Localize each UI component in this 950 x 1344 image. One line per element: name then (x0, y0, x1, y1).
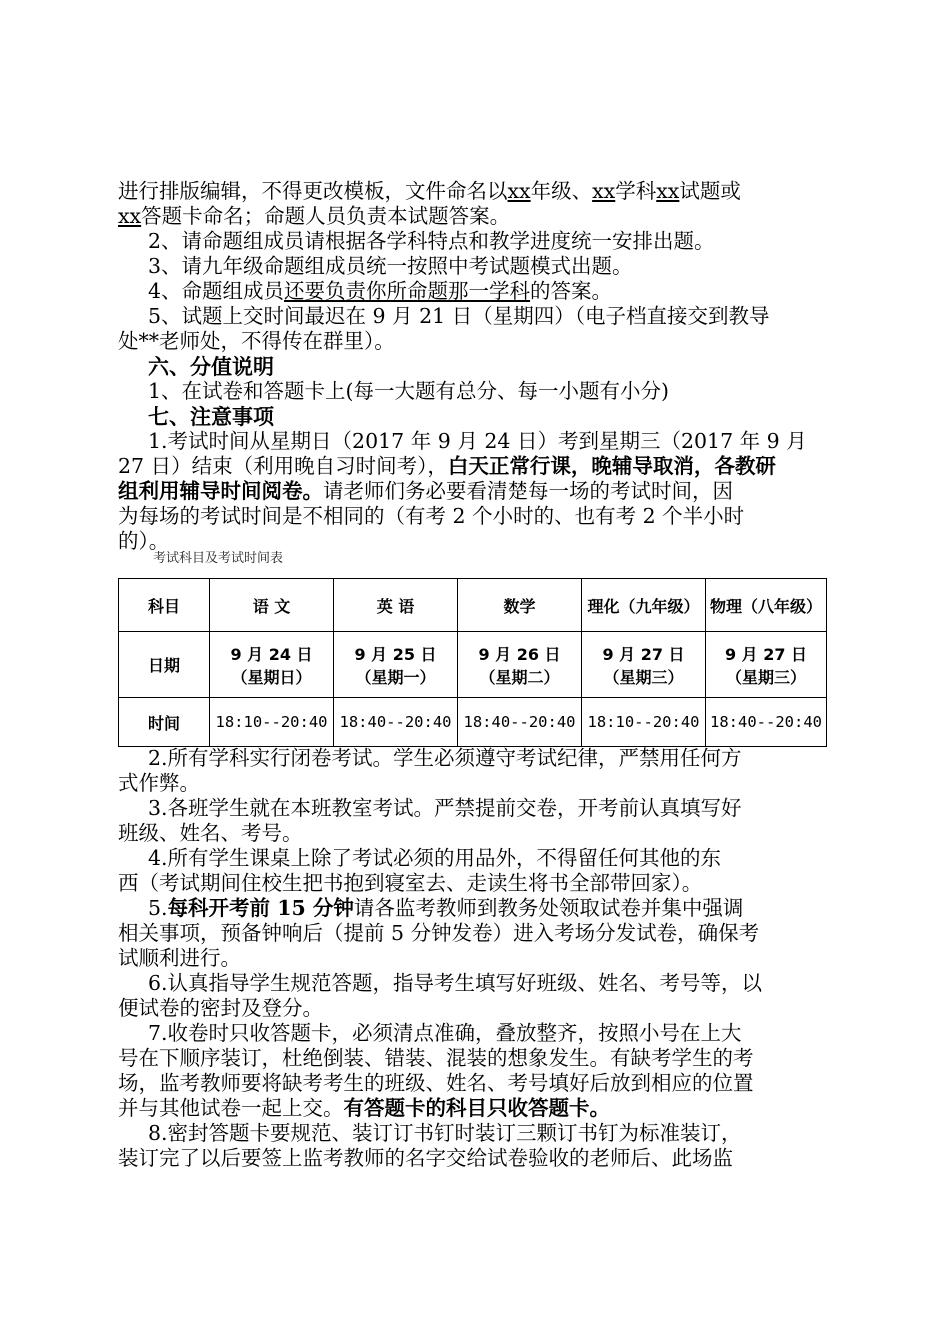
note-7: 7.收卷时只收答题卡，必须清点准确，叠放整齐，按照小号在上大 (148, 1021, 742, 1045)
weekday-text: （星期三） (725, 667, 806, 687)
note-3: 3.各班学生就在本班教室考试。严禁提前交卷，开考前认真填写好 (148, 796, 742, 820)
note-1-cont (118, 454, 838, 479)
note-6: 6.认真指导学生规范答题，指导考生填写好班级、姓名、考号等，以 (148, 971, 763, 995)
date-cell (458, 632, 582, 698)
placeholder-xx: xx (592, 179, 616, 203)
text-run: 27 日）结束（利用晚自习时间考）， (118, 454, 448, 478)
note-1-cont (118, 479, 838, 504)
upper-body (118, 179, 838, 554)
text-run: 的答案。 (530, 279, 613, 303)
subject-cell: 语 文 (210, 579, 334, 632)
note-1-cont: 的）。 (118, 529, 170, 553)
date-text: 9 月 24 日 (230, 644, 313, 664)
subject-cell: 数学 (458, 579, 582, 632)
placeholder-xx: xx (656, 179, 680, 203)
table-row-subject (119, 579, 827, 632)
weekday-text: （星期二） (479, 667, 560, 687)
text-run: 5. (148, 896, 168, 920)
date-text: 9 月 25 日 (354, 644, 437, 664)
bold-text: 白天正常行课，晚辅导取消，各教研 (447, 454, 776, 478)
note-6-cont: 便试卷的密封及登分。 (118, 996, 323, 1020)
item-5-cont: 处**老师处，不得传在群里）。 (118, 329, 395, 353)
section-heading-7: 七、注意事项 (148, 404, 274, 429)
date-text: 9 月 27 日 (602, 644, 685, 664)
row-header: 时间 (119, 698, 210, 747)
weekday-text: （星期日） (231, 667, 312, 687)
note-5-cont: 试顺利进行。 (118, 946, 241, 970)
text-run: 年级、 (530, 179, 593, 203)
note-5 (118, 896, 838, 921)
note-2-cont: 式作弊。 (118, 771, 200, 795)
time-cell: 18:10--20:40 (582, 698, 706, 747)
bold-text: 组利用辅导时间阅卷。 (118, 479, 323, 503)
time-cell: 18:10--20:40 (210, 698, 334, 747)
date-cell (706, 632, 827, 698)
text-run: 请各监考教师到教务处领取试卷并集中强调 (353, 896, 744, 920)
item-3: 3、请九年级命题组成员统一按照中考试题模式出题。 (148, 254, 633, 278)
weekday-text: （星期三） (603, 667, 684, 687)
row-header: 科目 (119, 579, 210, 632)
note-7-cont: 号在下顺序装订，杜绝倒装、错装、混装的想象发生。有缺考学生的考 (118, 1046, 754, 1070)
date-text: 9 月 26 日 (478, 644, 561, 664)
date-cell (582, 632, 706, 698)
item-5: 5、试题上交时间最迟在 9 月 21 日（星期四）（电子档直接交到教导 (148, 304, 770, 328)
underlined-text: 还要负责你所命题那一学科 (284, 279, 531, 303)
subject-cell: 英 语 (334, 579, 458, 632)
weekday-text: （星期一） (355, 667, 436, 687)
note-1-cont: 为每场的考试时间是不相同的（有考 2 个小时的、也有考 2 个半小时 (118, 504, 745, 528)
date-cell (210, 632, 334, 698)
note-4-cont: 西（考试期间住校生把书抱到寝室去、走读生将书全部带回家）。 (118, 871, 703, 895)
note-8: 8.密封答题卡要规范、装订订书钉时装订三颗订书钉为标准装订， (148, 1121, 742, 1145)
row-header: 日期 (119, 632, 210, 698)
note-1: 1.考试时间从星期日（2017 年 9 月 24 日）考到星期三（2017 年 9 月 (148, 429, 807, 453)
note-8-cont: 装订完了以后要签上监考教师的名字交给试卷验收的老师后、此场监 (118, 1146, 733, 1170)
date-cell (334, 632, 458, 698)
note-2: 2.所有学科实行闭卷考试。学生必须遵守考试纪律，严禁用任何方 (148, 746, 742, 770)
item-4 (118, 279, 838, 304)
table-row-date (119, 632, 827, 698)
time-cell: 18:40--20:40 (706, 698, 827, 747)
time-cell: 18:40--20:40 (334, 698, 458, 747)
bold-text: 有答题卡的科目只收答题卡。 (343, 1096, 610, 1120)
text-run: 学科 (615, 179, 657, 203)
text-run: 答题卡命名；命题人员负责本试题答案。 (141, 204, 511, 228)
subject-cell: 物理（八年级） (706, 579, 827, 632)
note-3-cont: 班级、姓名、考号。 (118, 821, 303, 845)
lower-body (118, 746, 838, 1171)
note-5-cont: 相关事项，预备钟响后（提前 5 分钟发卷）进入考场分发试卷，确保考 (118, 921, 760, 945)
section6-item-1: 1、在试卷和答题卡上(每一大题有总分、每一小题有小分) (148, 379, 670, 403)
paragraph-line (118, 204, 838, 229)
section-heading-6: 六、分值说明 (148, 354, 274, 379)
paragraph-line (118, 179, 838, 204)
date-text: 9 月 27 日 (724, 644, 808, 664)
item-2: 2、请命题组成员请根据各学科特点和教学进度统一安排出题。 (148, 229, 715, 253)
text-run: 请老师们务必要看清楚每一场的考试时间，因 (323, 479, 733, 503)
text-run: 并与其他试卷一起上交。 (118, 1096, 344, 1120)
table-caption: 考试科目及考试时间表 (153, 551, 284, 566)
placeholder-xx: xx (507, 179, 531, 203)
table-row-time (119, 698, 827, 747)
placeholder-xx: xx (118, 204, 142, 228)
text-run: 试题或 (679, 179, 741, 203)
exam-schedule-table (118, 578, 827, 747)
time-cell: 18:40--20:40 (458, 698, 582, 747)
text-run: 进行排版编辑，不得更改模板，文件命名以 (118, 179, 508, 203)
subject-cell: 理化（九年级） (582, 579, 706, 632)
note-4: 4.所有学生课桌上除了考试必须的用品外，不得留任何其他的东 (148, 846, 722, 870)
text-run: 4、命题组成员 (148, 279, 285, 303)
note-7-cont (118, 1096, 838, 1121)
note-7-cont: 场，监考教师要将缺考考生的班级、姓名、考号填好后放到相应的位置 (118, 1071, 754, 1095)
bold-text: 每科开考前 15 分钟 (167, 896, 354, 920)
